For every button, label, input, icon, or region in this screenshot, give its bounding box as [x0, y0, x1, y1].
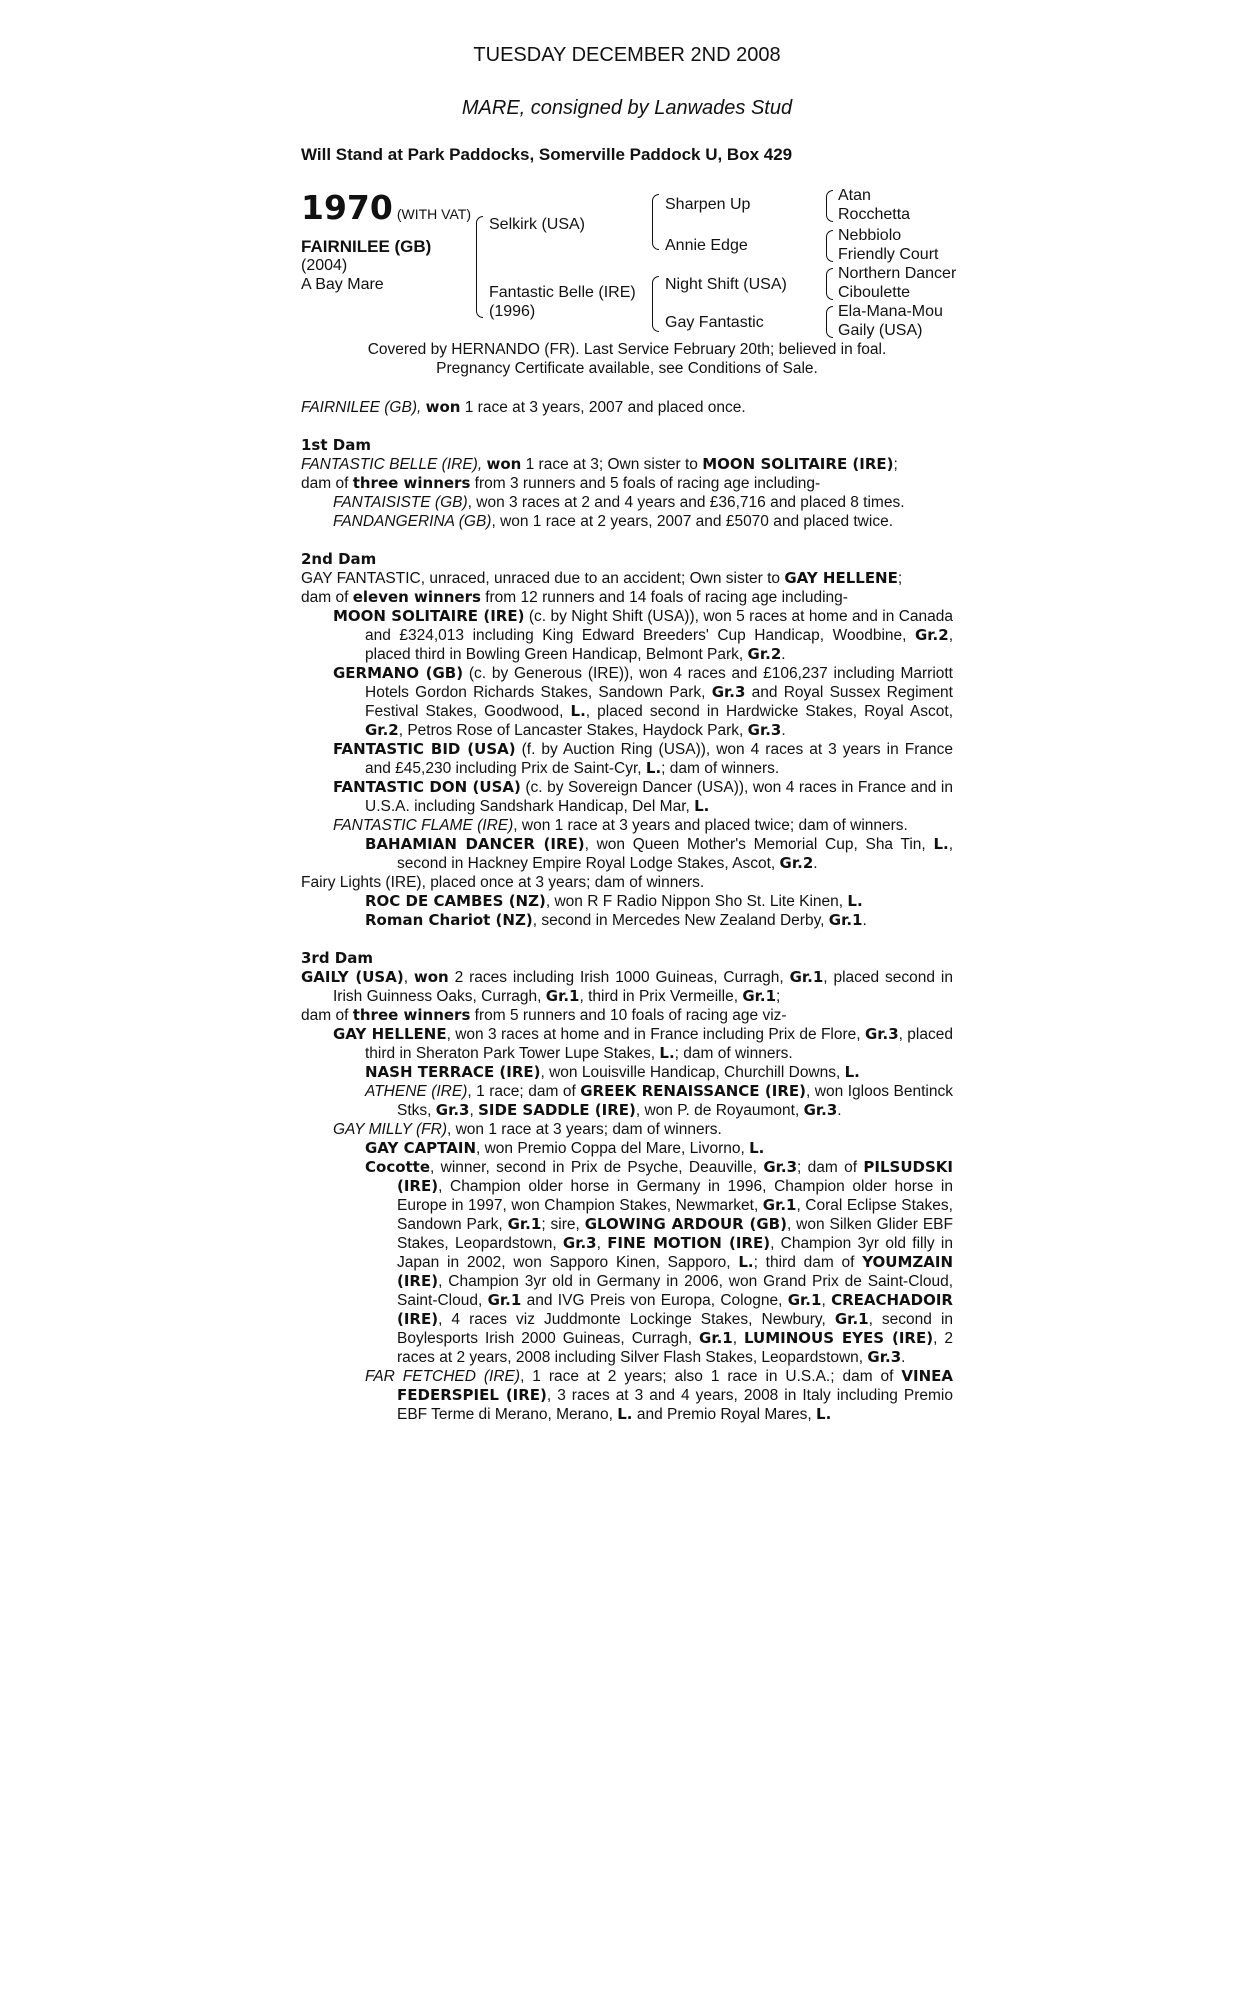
produce-name: GAY CAPTAIN	[365, 1139, 476, 1157]
second-dam-produce-line	[301, 588, 953, 607]
grade: Gr.1	[742, 987, 777, 1005]
grade: Gr.1	[828, 911, 863, 929]
lot-number-block	[301, 188, 471, 227]
grade: L.	[933, 835, 949, 853]
intro-text: 1 race at 3 years, 2007 and placed once.	[460, 399, 746, 416]
pedigree-g5: Northern Dancer	[838, 265, 957, 282]
produce-name: YOUMZAIN (IRE)	[397, 1253, 953, 1290]
grade: L.	[738, 1253, 754, 1271]
grade: L.	[749, 1139, 765, 1157]
won-word: won	[413, 968, 449, 986]
pedigree-sire: Selkirk (USA)	[489, 216, 586, 233]
produce-name: SIDE SADDLE (IRE)	[478, 1101, 636, 1119]
text: ; dam of winners.	[674, 1045, 793, 1062]
pedigree-g2: Rocchetta	[838, 206, 911, 223]
produce-name: MOON SOLITAIRE (IRE)	[333, 607, 525, 625]
grade: Gr.3	[747, 721, 782, 739]
certificate-line: Pregnancy Certificate available, see Conditions of Sale.	[436, 360, 818, 377]
text: , second in Mercedes New Zealand Derby,	[532, 912, 829, 929]
text: , won 1 race at 3 years; dam of winners.	[447, 1121, 722, 1138]
text: , third in Prix Vermeille,	[579, 988, 743, 1005]
text: ;	[897, 570, 903, 587]
text: , placed third in Sheraton Park Tower Lupe Stakes,	[365, 1026, 953, 1062]
pedigree-g3: Nebbiolo	[838, 227, 902, 244]
produce-name: FINE MOTION (IRE)	[607, 1234, 771, 1252]
text: , 1 race at 2 years; also 1 race in U.S.A.; dam of	[520, 1368, 902, 1385]
produce-entry	[301, 607, 953, 664]
text: .	[862, 912, 867, 929]
produce-entry	[301, 493, 953, 512]
pedigree-brace	[476, 216, 483, 318]
text: ; dam of	[797, 1159, 864, 1176]
horse-name-italic: FAIRNILEE (GB),	[301, 399, 422, 416]
text: , won 1 race at 3 years and placed twice; dam of winners.	[513, 817, 908, 834]
produce-entry	[301, 816, 953, 835]
text: and IVG Preis von Europa, Cologne,	[521, 1292, 788, 1309]
text: .	[781, 722, 786, 739]
text: , placed third in Bowling Green Handicap, Belmont Park,	[365, 627, 953, 663]
text: ,	[821, 1292, 832, 1309]
text: , Champion 3yr old in Germany in 2006, won Grand Prix de Saint-Cloud, Saint-Cloud,	[397, 1273, 953, 1309]
produce-entry	[301, 512, 953, 531]
horse-description: A Bay Mare	[301, 276, 384, 293]
third-dam-produce-line	[301, 1006, 953, 1025]
text: .	[901, 1349, 906, 1366]
pedigree-dam-year: (1996)	[489, 303, 536, 320]
covered-line: Covered by HERNANDO (FR). Last Service February 20th; believed in foal.	[367, 341, 887, 358]
covered-note	[0, 340, 1254, 378]
grade: Gr.1	[545, 987, 580, 1005]
grade: L.	[844, 1063, 860, 1081]
first-dam-line	[301, 455, 953, 474]
text: , won Silken Glider EBF Stakes, Leopardstown,	[397, 1216, 953, 1252]
sale-date: TUESDAY DECEMBER 2ND 2008	[473, 44, 781, 66]
produce-name: PILSUDSKI (IRE)	[397, 1158, 953, 1195]
consignment-line: MARE, consigned by Lanwades Stud	[461, 97, 793, 119]
pedigree-g6: Ciboulette	[838, 284, 911, 301]
grade: L.	[694, 797, 710, 815]
text: , Champion 3yr old filly in Japan in 2002, won Sapporo Kinen, Sapporo,	[397, 1235, 953, 1271]
grade: Gr.1	[699, 1329, 733, 1347]
text: , placed second in Hardwicke Stakes, Royal Ascot,	[585, 703, 954, 720]
produce-name: BAHAMIAN DANCER (IRE)	[365, 835, 585, 853]
produce-name: GREEK RENAISSANCE (IRE)	[580, 1082, 806, 1100]
produce-name: FANTASTIC BID (USA)	[333, 740, 516, 758]
text: , winner, second in Prix de Psyche, Deauville,	[430, 1159, 764, 1176]
text: .	[781, 646, 786, 663]
intro-line	[301, 398, 953, 417]
produce-name: FANTASTIC DON (USA)	[333, 778, 521, 796]
produce-entry	[301, 1367, 953, 1424]
pedigree-brace	[652, 194, 659, 250]
text: , won R F Radio Nippon Sho St. Lite Kinen,	[545, 893, 848, 910]
pedigree-brace	[652, 276, 659, 332]
text: and Premio Royal Mares,	[632, 1406, 817, 1423]
text: ; sire,	[541, 1216, 585, 1233]
text: , 4 races viz Juddmonte Lockinge Stakes, Newbury,	[438, 1311, 835, 1328]
grade: Gr.3	[763, 1158, 798, 1176]
produce-name: FAR FETCHED (IRE)	[365, 1368, 521, 1385]
horse-name: FAIRNILEE (GB)	[301, 237, 432, 256]
text: and Royal Sussex Regiment Festival Stakes, Goodwood,	[365, 684, 953, 720]
grade: Gr.3	[803, 1101, 838, 1119]
produce-name: LUMINOUS EYES (IRE)	[744, 1329, 934, 1347]
text: , won P. de Royaumont,	[635, 1102, 804, 1119]
text: 2 races including Irish 1000 Guineas, Curragh,	[448, 969, 790, 986]
text: from 12 runners and 14 foals of racing age including-	[480, 589, 848, 606]
text: , won 3 races at home and in France including Prix de Flore,	[446, 1026, 865, 1043]
pedigree-g1: Atan	[838, 187, 871, 204]
text: ; third dam of	[753, 1254, 863, 1271]
pedigree-brace	[826, 268, 833, 300]
produce-entry	[301, 1120, 953, 1139]
text: ,	[732, 1330, 745, 1347]
second-dam-heading	[301, 550, 953, 569]
text: 1 race at 3; Own sister to	[521, 456, 703, 473]
text: , won Queen Mother's Memorial Cup, Sha Tin,	[584, 836, 934, 853]
sister-name: GAY HELLENE	[784, 569, 898, 587]
produce-entry	[301, 892, 953, 911]
text: .	[837, 1102, 842, 1119]
pedigree-brace	[826, 306, 833, 338]
text: ;	[893, 456, 898, 473]
produce-name: FANTAISISTE (GB)	[333, 494, 468, 511]
text: , 3 races at 3 and 4 years, 2008 in Italy including Premio EBF Terme di Merano, Merano,	[397, 1387, 953, 1423]
text: ;	[776, 988, 781, 1005]
text: (c. by Night Shift (USA)), won 5 races at home and in Canada and £324,013 including King Edward Breeders' Cup Handicap, Woodbine,	[365, 608, 954, 644]
text: dam of	[301, 475, 353, 492]
lot-number: 1970	[301, 188, 393, 227]
pedigree-dam: Fantastic Belle (IRE)	[489, 284, 636, 301]
produce-name: ATHENE (IRE)	[365, 1083, 468, 1100]
pedigree-dam-dam: Gay Fantastic	[665, 314, 764, 331]
grade: Gr.3	[435, 1101, 470, 1119]
text: , won Louisville Handicap, Churchill Downs,	[540, 1064, 845, 1081]
grade: Gr.2	[747, 645, 782, 663]
text: , placed second in Irish Guinness Oaks, Curragh,	[333, 969, 953, 1005]
produce-name: CREACHADOIR (IRE)	[397, 1291, 953, 1328]
grade: Gr.3	[562, 1234, 597, 1252]
grade: Gr.2	[365, 721, 399, 739]
heading-text: 3rd Dam	[301, 949, 373, 967]
text: dam of	[301, 1007, 353, 1024]
produce-entry	[301, 740, 953, 778]
produce-name: GLOWING ARDOUR (GB)	[584, 1215, 787, 1233]
catalogue-body	[301, 398, 953, 1424]
produce-entry: Fairy Lights (IRE), placed once at 3 years; dam of winners.	[301, 874, 705, 891]
produce-name: FANTASTIC FLAME (IRE)	[333, 817, 514, 834]
grade: Gr.3	[864, 1025, 899, 1043]
text: , Champion older horse in Germany in 1996, Champion older horse in Europe in 1997, won Champion Stakes, Newmarket,	[397, 1178, 953, 1214]
text: ,	[469, 1102, 479, 1119]
text: , 2 races at 2 years, 2008 including Silver Flash Stakes, Leopardstown,	[397, 1330, 953, 1366]
text: ; dam of winners.	[661, 760, 780, 777]
won-word: won	[486, 455, 522, 473]
produce-name: FANDANGERINA (GB)	[333, 513, 492, 530]
grade: Gr.1	[789, 968, 824, 986]
grade: Gr.3	[711, 683, 746, 701]
winners-count: three winners	[352, 474, 471, 492]
dam-name: GAILY (USA)	[301, 968, 404, 986]
text: , 1 race; dam of	[467, 1083, 581, 1100]
grade: L.	[816, 1405, 832, 1423]
produce-entry	[301, 1139, 953, 1158]
produce-entry	[301, 778, 953, 816]
third-dam-heading	[301, 949, 953, 968]
pedigree-brace	[826, 230, 833, 262]
grade: Gr.1	[834, 1310, 869, 1328]
text: , won 3 races at 2 and 4 years and £36,716 and placed 8 times.	[467, 494, 905, 511]
pedigree-g7: Ela-Mana-Mou	[838, 303, 943, 320]
text: (f. by Auction Ring (USA)), won 4 races at 3 years in France and £45,230 including Prix de Saint-Cyr,	[365, 741, 954, 777]
text: .	[813, 855, 818, 872]
text: , Petros Rose of Lancaster Stakes, Haydock Park,	[398, 722, 748, 739]
text: (c. by Sovereign Dancer (USA)), won 4 races in France and in U.S.A. including Sandshark Handicap, Del Mar,	[365, 779, 953, 815]
text: , won Premio Coppa del Mare, Livorno,	[476, 1140, 750, 1157]
first-dam-produce-line	[301, 474, 953, 493]
won-word: won	[425, 398, 461, 416]
heading-text: 1st Dam	[301, 436, 371, 454]
stand-location: Will Stand at Park Paddocks, Somerville Paddock U, Box 429	[301, 145, 793, 164]
first-dam-heading	[301, 436, 953, 455]
winners-count: eleven winners	[352, 588, 481, 606]
produce-entry	[301, 835, 953, 873]
second-dam-line	[301, 569, 953, 588]
grade: Gr.3	[867, 1348, 902, 1366]
produce-name: VINEA FEDERSPIEL (IRE)	[397, 1367, 953, 1404]
grade: Gr.1	[762, 1196, 797, 1214]
grade: L.	[645, 759, 662, 777]
text: from 3 runners and 5 foals of racing age including-	[470, 475, 821, 492]
text: , Coral Eclipse Stakes, Sandown Park,	[397, 1197, 953, 1233]
dam-name: FANTASTIC BELLE (IRE),	[301, 456, 483, 473]
produce-name: Roman Chariot (NZ)	[365, 911, 533, 929]
grade: L.	[659, 1044, 675, 1062]
pedigree-sire-dam: Annie Edge	[665, 237, 748, 254]
produce-name: GERMANO (GB)	[333, 664, 464, 682]
grade: L.	[847, 892, 863, 910]
grade: Gr.1	[507, 1215, 542, 1233]
text: , second in Boylesports Irish 2000 Guineas, Curragh,	[397, 1311, 954, 1347]
text: , second in Hackney Empire Royal Lodge Stakes, Ascot,	[397, 836, 954, 872]
grade: L.	[617, 1405, 633, 1423]
text: (c. by Generous (IRE)), won 4 races and £106,237 including Marriott Hotels Gordon Richards Stakes, Sandown Park,	[365, 665, 953, 701]
vat-note: (WITH VAT)	[396, 206, 471, 222]
text: , won Igloos Bentinck Stks,	[397, 1083, 953, 1119]
text: ,	[596, 1235, 608, 1252]
horse-year: (2004)	[301, 257, 348, 274]
pedigree-brace	[826, 190, 833, 222]
produce-name: ROC DE CAMBES (NZ)	[365, 892, 546, 910]
heading-text: 2nd Dam	[301, 550, 377, 568]
text: ,	[403, 969, 414, 986]
sister-name: MOON SOLITAIRE (IRE)	[702, 455, 894, 473]
text: from 5 runners and 10 foals of racing age viz-	[470, 1007, 787, 1024]
grade: Gr.2	[779, 854, 814, 872]
produce-entry	[301, 1025, 953, 1063]
produce-name: NASH TERRACE (IRE)	[365, 1063, 541, 1081]
pedigree-sire-sire: Sharpen Up	[665, 196, 751, 213]
produce-entry	[301, 1063, 953, 1082]
produce-name: GAY MILLY (FR)	[333, 1121, 447, 1138]
grade: L.	[570, 702, 586, 720]
grade: Gr.1	[787, 1291, 822, 1309]
grade: Gr.2	[914, 626, 949, 644]
produce-entry	[301, 1158, 953, 1367]
grade: Gr.1	[487, 1291, 522, 1309]
pedigree-g4: Friendly Court	[838, 246, 939, 263]
produce-entry	[301, 911, 953, 930]
text: GAY FANTASTIC, unraced, unraced due to an accident; Own sister to	[301, 570, 785, 587]
produce-name: GAY HELLENE	[333, 1025, 447, 1043]
winners-count: three winners	[352, 1006, 471, 1024]
pedigree-g8: Gaily (USA)	[838, 322, 923, 339]
text: , won 1 race at 2 years, 2007 and £5070 and placed twice.	[491, 513, 893, 530]
pedigree-dam-sire: Night Shift (USA)	[665, 276, 787, 293]
produce-name: Cocotte	[365, 1158, 431, 1176]
produce-entry	[301, 1082, 953, 1120]
third-dam-line	[301, 968, 953, 1006]
text: dam of	[301, 589, 353, 606]
produce-entry	[301, 664, 953, 740]
